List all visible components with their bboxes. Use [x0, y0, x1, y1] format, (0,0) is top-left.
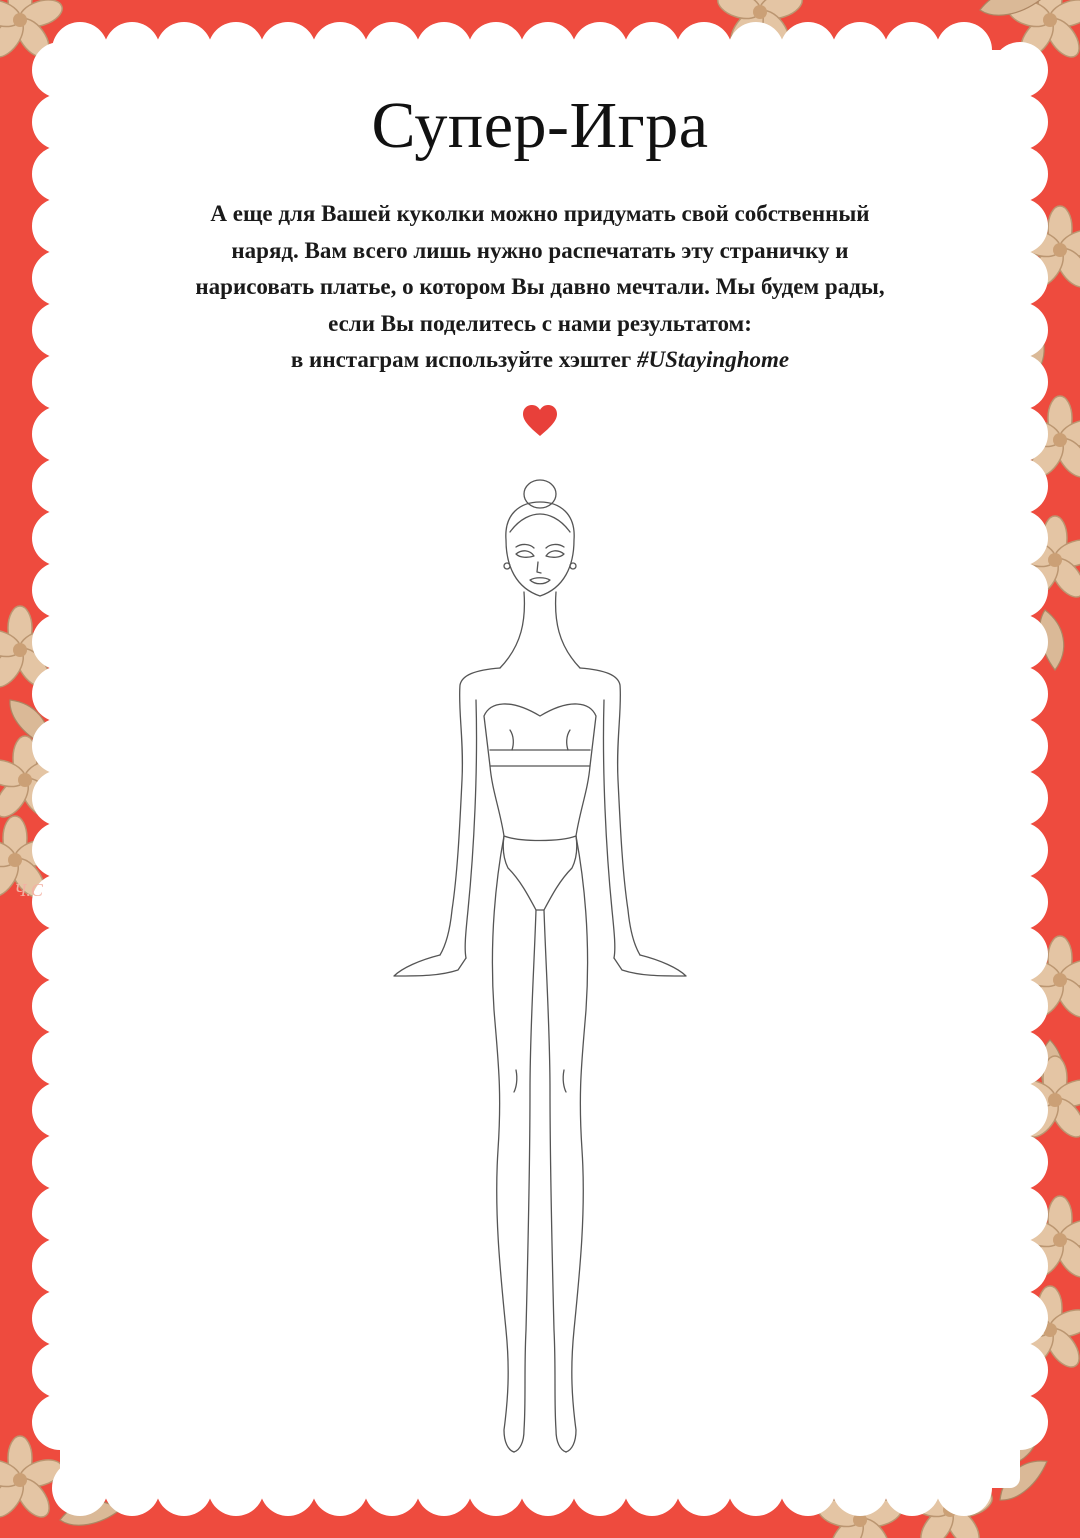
scallop [992, 1082, 1048, 1138]
scallop [992, 1394, 1048, 1450]
scallop [32, 1394, 88, 1450]
scallop [32, 666, 88, 722]
scallop [32, 770, 88, 826]
scallop [32, 822, 88, 878]
scallop [992, 458, 1048, 514]
scallop [992, 1030, 1048, 1086]
scallop [32, 302, 88, 358]
scallop [992, 926, 1048, 982]
scallop [156, 22, 212, 78]
scallop [32, 1186, 88, 1242]
scallop [104, 22, 160, 78]
scallop [416, 22, 472, 78]
scallop [992, 822, 1048, 878]
scallop [32, 510, 88, 566]
scallop [728, 22, 784, 78]
scallop [992, 250, 1048, 306]
scallop [156, 1460, 212, 1516]
scallop [624, 22, 680, 78]
scallop [992, 978, 1048, 1034]
scallop [884, 1460, 940, 1516]
scallop [992, 874, 1048, 930]
scallop [936, 1460, 992, 1516]
artist-signature: Ч.С [14, 880, 43, 900]
scallop [676, 22, 732, 78]
scallop [260, 1460, 316, 1516]
scallop [992, 770, 1048, 826]
scallop [32, 406, 88, 462]
scallop [992, 1290, 1048, 1346]
scallop [832, 22, 888, 78]
head [506, 502, 574, 596]
scallop [32, 1082, 88, 1138]
hashtag-line [140, 342, 940, 379]
scallop [208, 22, 264, 78]
heart-icon [522, 404, 558, 438]
scallop [32, 718, 88, 774]
scallop [32, 458, 88, 514]
scallop [52, 1460, 108, 1516]
scallop [312, 22, 368, 78]
scallop [936, 22, 992, 78]
scallop [992, 198, 1048, 254]
scallop [32, 1290, 88, 1346]
scallop [32, 354, 88, 410]
scallop [992, 354, 1048, 410]
scallop [780, 22, 836, 78]
scallop [884, 22, 940, 78]
scallop [992, 1134, 1048, 1190]
scallop [468, 22, 524, 78]
instructions-paragraph [140, 196, 940, 379]
scallop [32, 198, 88, 254]
scallop [780, 1460, 836, 1516]
scallop [364, 22, 420, 78]
scallop [992, 1186, 1048, 1242]
paragraph-line: наряд. Вам всего лишь нужно распечатать эту страничку и [231, 237, 849, 263]
scallop [32, 614, 88, 670]
paragraph-line: нарисовать платье, о котором Вы давно мечтали. Мы будем рады, [195, 274, 885, 299]
scallop [32, 562, 88, 618]
hashtag-prefix: в инстаграм используйте хэштег [290, 347, 632, 372]
scallop [992, 406, 1048, 462]
scallop [312, 1460, 368, 1516]
scallop [32, 1134, 88, 1190]
bra [484, 704, 596, 766]
scallop [32, 978, 88, 1034]
scallop [832, 1460, 888, 1516]
scallop [572, 22, 628, 78]
scallop [260, 22, 316, 78]
scallop [208, 1460, 264, 1516]
briefs [503, 836, 577, 910]
fashion-croquis-figure [380, 470, 700, 1470]
scallop [520, 22, 576, 78]
scallop [728, 1460, 784, 1516]
page-title: Супер-Игра [371, 89, 709, 162]
scallop [992, 302, 1048, 358]
scallop [992, 1342, 1048, 1398]
scallop [992, 510, 1048, 566]
scallop [32, 1342, 88, 1398]
scallop [992, 1238, 1048, 1294]
scallop [992, 614, 1048, 670]
scallop [104, 1460, 160, 1516]
hashtag[interactable]: #UStayinghome [637, 347, 790, 372]
scallop [32, 1030, 88, 1086]
scallop [32, 926, 88, 982]
paragraph-line: если Вы поделитесь с нами результатом: [328, 310, 752, 336]
scallop [32, 250, 88, 306]
paragraph-line: А еще для Вашей куколки можно придумать свой собственный [210, 201, 870, 226]
scallop [32, 1238, 88, 1294]
scallop [992, 718, 1048, 774]
scallop [992, 562, 1048, 618]
scallop [992, 666, 1048, 722]
